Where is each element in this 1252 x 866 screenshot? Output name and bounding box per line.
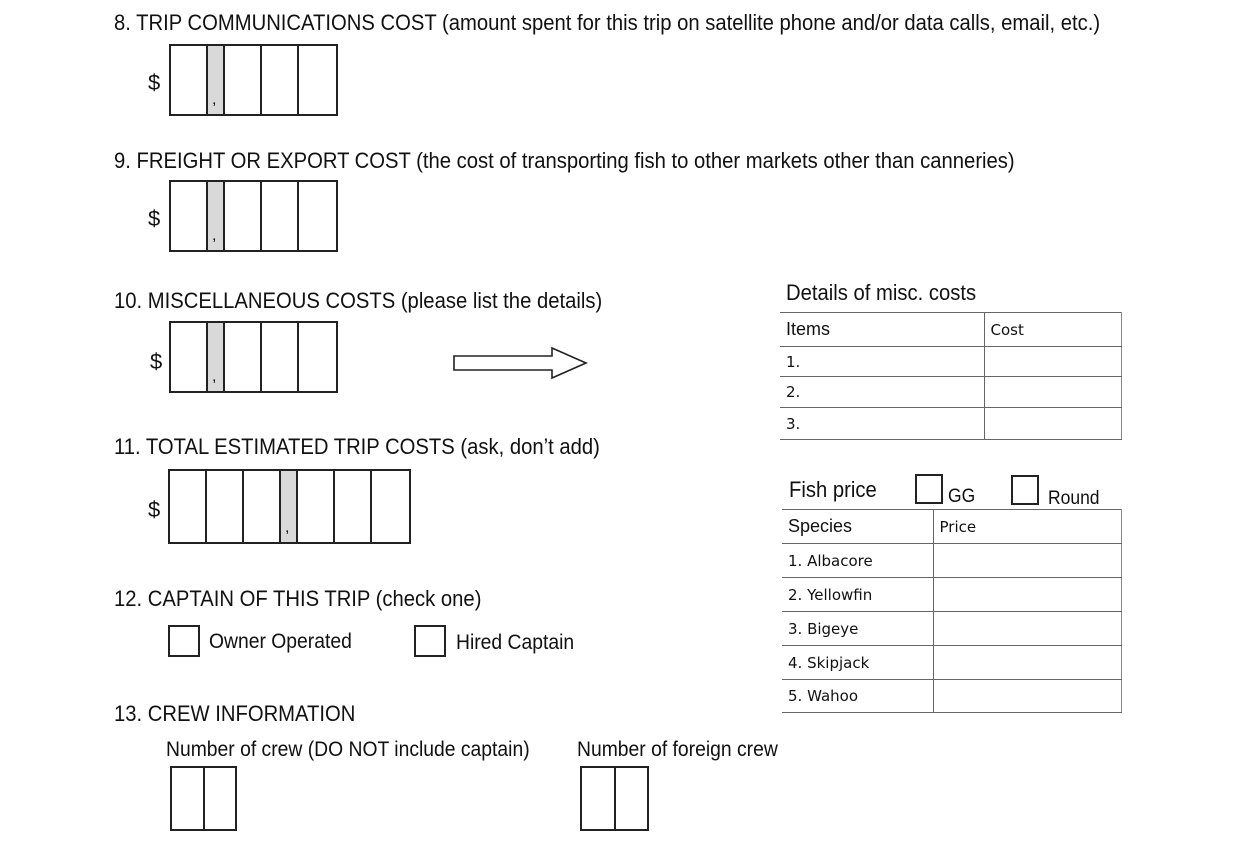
digit-box[interactable] <box>225 323 262 391</box>
foreign-crew-boxes[interactable] <box>580 766 649 831</box>
digit-box[interactable] <box>171 182 208 250</box>
species-name: 5. Wahoo <box>782 680 933 713</box>
cost-cell[interactable] <box>984 408 1122 440</box>
price-column-header: Price <box>933 510 1122 544</box>
table-row <box>782 680 1122 713</box>
misc-details-heading: Details of misc. costs <box>786 280 977 305</box>
digit-box[interactable] <box>262 323 299 391</box>
hired-captain-checkbox[interactable] <box>414 625 446 657</box>
item-number: 2. <box>780 377 984 408</box>
fish-price-heading: Fish price <box>789 477 877 502</box>
q13-title: 13. CREW INFORMATION <box>114 701 356 726</box>
q10-amount-boxes[interactable] <box>169 321 338 393</box>
q8-amount-boxes[interactable] <box>169 44 338 116</box>
digit-box[interactable] <box>244 471 281 542</box>
digit-box[interactable] <box>171 323 208 391</box>
digit-box[interactable] <box>616 768 647 829</box>
digit-box[interactable] <box>582 768 616 829</box>
q11-currency: $ <box>148 497 161 522</box>
crew-count-label: Number of crew (DO NOT include captain) <box>166 738 530 761</box>
table-row <box>780 408 1122 440</box>
table-row <box>780 347 1122 377</box>
cost-cell[interactable] <box>984 377 1122 408</box>
items-column-header: Items <box>780 313 984 347</box>
price-cell[interactable] <box>933 578 1122 612</box>
species-name: 3. Bigeye <box>782 612 933 646</box>
separator: , <box>212 368 217 385</box>
hired-captain-label: Hired Captain <box>456 631 575 654</box>
species-column-header: Species <box>782 510 933 544</box>
q9-title: 9. FREIGHT OR EXPORT COST (the cost of transporting fish to other markets other than canneries) <box>114 148 1015 173</box>
table-row <box>780 377 1122 408</box>
digit-box[interactable] <box>299 46 336 114</box>
q9-amount-boxes[interactable] <box>169 180 338 252</box>
digit-box[interactable] <box>335 471 372 542</box>
separator: , <box>212 91 217 108</box>
digit-box[interactable] <box>372 471 409 542</box>
foreign-crew-label: Number of foreign crew <box>577 738 778 761</box>
gg-label: GG <box>948 486 976 507</box>
q9-currency: $ <box>148 206 161 231</box>
q12-title: 12. CAPTAIN OF THIS TRIP (check one) <box>114 586 482 611</box>
right-arrow-icon <box>452 346 590 380</box>
q10-currency: $ <box>150 349 163 374</box>
species-name: 4. Skipjack <box>782 646 933 680</box>
cost-cell[interactable] <box>984 347 1122 377</box>
q11-title: 11. TOTAL ESTIMATED TRIP COSTS (ask, don’t add) <box>114 434 600 459</box>
thousands-separator-box <box>208 323 225 391</box>
digit-box[interactable] <box>262 182 299 250</box>
round-label: Round <box>1048 488 1100 509</box>
item-number: 3. <box>780 408 984 440</box>
thousands-separator-box <box>281 471 298 542</box>
table-row <box>782 578 1122 612</box>
owner-operated-checkbox[interactable] <box>168 625 200 657</box>
digit-box[interactable] <box>205 768 235 829</box>
digit-box[interactable] <box>172 768 205 829</box>
price-cell[interactable] <box>933 646 1122 680</box>
gg-checkbox[interactable] <box>915 474 943 504</box>
separator: , <box>285 519 290 536</box>
digit-box[interactable] <box>170 471 207 542</box>
thousands-separator-box <box>208 46 225 114</box>
price-cell[interactable] <box>933 544 1122 578</box>
digit-box[interactable] <box>299 182 336 250</box>
q8-title: 8. TRIP COMMUNICATIONS COST (amount spent for this trip on satellite phone and/or data calls, email, etc.) <box>114 10 1101 35</box>
digit-box[interactable] <box>171 46 208 114</box>
thousands-separator-box <box>208 182 225 250</box>
digit-box[interactable] <box>298 471 335 542</box>
owner-operated-label: Owner Operated <box>209 630 352 653</box>
price-cell[interactable] <box>933 680 1122 713</box>
table-row <box>782 544 1122 578</box>
species-name: 1. Albacore <box>782 544 933 578</box>
price-cell[interactable] <box>933 612 1122 646</box>
table-header-row <box>782 510 1122 544</box>
digit-box[interactable] <box>225 182 262 250</box>
round-checkbox[interactable] <box>1011 475 1039 505</box>
misc-details-table <box>780 312 1122 440</box>
q10-title: 10. MISCELLANEOUS COSTS (please list the details) <box>114 288 603 313</box>
digit-box[interactable] <box>299 323 336 391</box>
q8-currency: $ <box>148 70 161 95</box>
digit-box[interactable] <box>262 46 299 114</box>
table-row <box>782 612 1122 646</box>
cost-column-header: Cost <box>984 313 1122 347</box>
q11-amount-boxes[interactable] <box>168 469 411 544</box>
digit-box[interactable] <box>225 46 262 114</box>
separator: , <box>212 227 217 244</box>
table-header-row <box>780 313 1122 347</box>
fish-price-table <box>782 509 1122 713</box>
species-name: 2. Yellowfin <box>782 578 933 612</box>
item-number: 1. <box>780 347 984 377</box>
crew-count-boxes[interactable] <box>170 766 237 831</box>
digit-box[interactable] <box>207 471 244 542</box>
table-row <box>782 646 1122 680</box>
